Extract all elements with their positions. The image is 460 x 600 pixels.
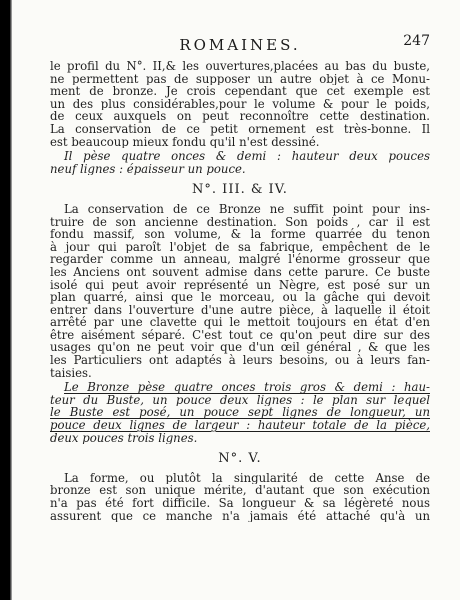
text-line: La conservation de ce petit ornement est très-bonne. Il <box>50 122 430 136</box>
text-line: La conservation de ce Bronze ne suffit point pour ins- <box>64 202 430 216</box>
text-line: le profil du N°. II,& les ouvertures,placées au bas du buste, <box>50 60 430 73</box>
running-title: ROMAINES. <box>179 36 301 54</box>
text-line: truire de son ancienne destination. Son poids , car il est <box>50 215 430 229</box>
text-line: teur du Buste, un pouce deux lignes : le plan sur lequel <box>50 393 430 407</box>
text-line: fondu massif, son volume, & la forme quarrée du tenon <box>50 228 430 241</box>
text-line: taisies. <box>50 366 92 380</box>
section-heading-3-4: N°. III. & IV. <box>192 182 288 198</box>
paragraph-2 <box>50 203 430 379</box>
text-line: le Buste est posé, un pouce sept lignes de longueur, un <box>50 406 430 420</box>
text-line: un des plus considérables,pour le volume & pour le poids, <box>50 97 430 111</box>
paragraph-1 <box>50 60 430 148</box>
text-line: être aisément séparé. C'est tout ce qu'on peut dire sur des <box>50 328 430 342</box>
text-line: est beaucoup mieux fondu qu'il n'est dessiné. <box>50 135 320 149</box>
text-line: deux pouces trois lignes. <box>50 431 198 445</box>
text-line: isolé qui peut avoir représenté un Nègre, est posé sur un <box>50 278 430 292</box>
text-line: n'a pas été fort difficile. Sa longueur & sa légèreté nous <box>50 497 430 510</box>
text-line: assurent que ce manche n'a jamais été attaché qu'à un <box>50 509 430 523</box>
text-line: Le Bronze pèse quatre onces trois gros & demi : hau- <box>64 381 430 394</box>
text-line: regarder comme un anneau, malgré l'énorme grosseur que <box>50 253 430 266</box>
weight-note-1 <box>50 150 430 175</box>
weight-note-2 <box>50 381 430 444</box>
page-edge-shadow <box>10 0 12 600</box>
text-line: neuf lignes : épaisseur un pouce. <box>50 162 246 176</box>
text-line: bronze est son unique mérite, d'autant que son exécution <box>50 484 430 497</box>
text-line: pouce deux lignes de largeur : hauteur totale de la pièce, <box>50 419 430 432</box>
paragraph-3 <box>50 472 430 522</box>
text-line: usages qu'on ne peut voir que d'un œil général , & que les <box>50 341 430 355</box>
page-number: 247 <box>403 33 430 49</box>
text-line: de ceux auxquels on peut reconnoître cette destination. <box>50 110 430 123</box>
scan-border <box>0 0 10 600</box>
text-line: entrer dans l'ouverture d'une autre pièce, à laquelle il étoit <box>50 303 430 317</box>
section-heading-5: N°. V. <box>218 451 262 467</box>
text-line: les Anciens ont souvent admise dans cette parure. Ce buste <box>50 265 430 279</box>
text-line: Il pèse quatre onces & demi : hauteur deux pouces <box>64 150 430 163</box>
text-line: ment de bronze. Je crois cependant que cet exemple est <box>50 85 430 98</box>
body-text <box>50 60 430 522</box>
text-line: les Particuliers ont adaptés à leurs besoins, ou à leurs fan- <box>50 354 430 367</box>
text-line: La forme, ou plutôt la singularité de cette Anse de <box>64 471 430 485</box>
text-line: plan quarré, ainsi que le morceau, ou la gâche qui devoit <box>50 291 430 304</box>
page-header <box>50 33 430 58</box>
text-line: arrêté par une clavette qui le mettoit toujours en état d'en <box>50 316 430 329</box>
text-line: à jour qui paroît l'objet de sa fabrique, empêchent de le <box>50 240 430 254</box>
book-page <box>10 0 460 600</box>
text-line: ne permettent pas de supposer un autre objet à ce Monu- <box>50 72 430 86</box>
